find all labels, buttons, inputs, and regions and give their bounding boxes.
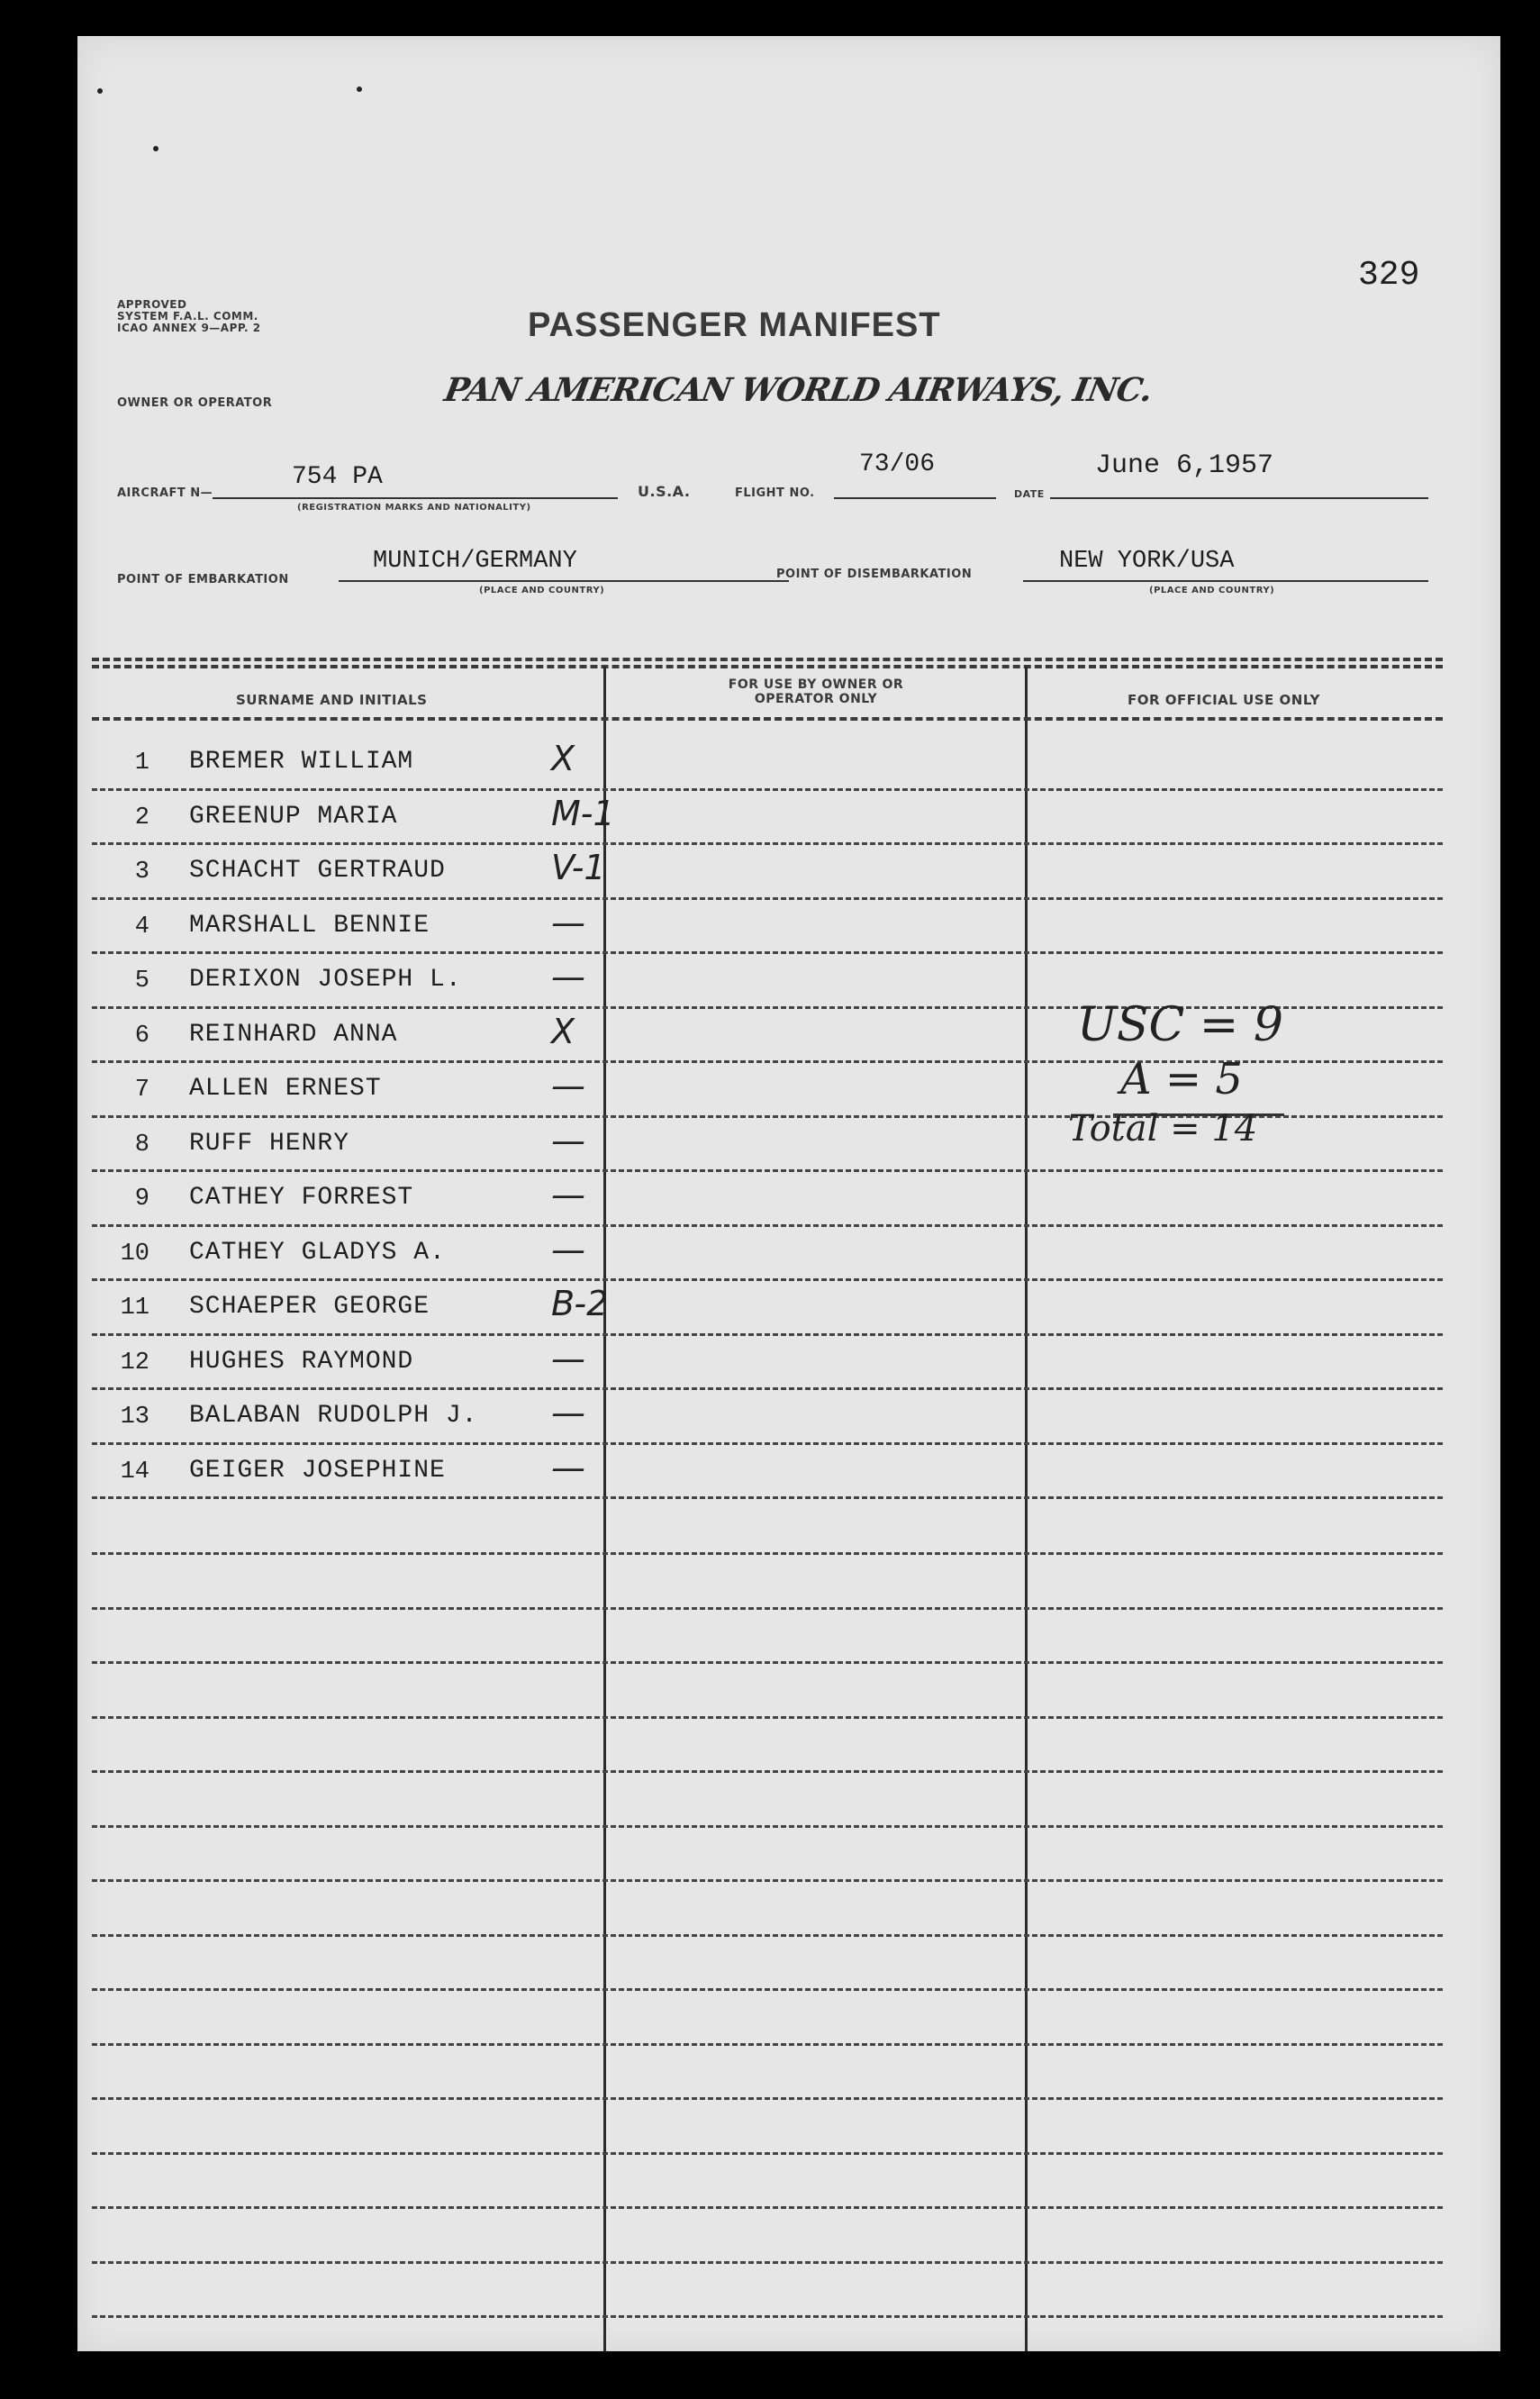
row-number: 10 bbox=[120, 1240, 149, 1268]
blank-row-rule bbox=[92, 1770, 1443, 1773]
row-number: 14 bbox=[120, 1458, 149, 1486]
passenger-name: ALLEN ERNEST bbox=[189, 1075, 382, 1103]
date-value: June 6,1957 bbox=[1095, 450, 1274, 481]
table-top-rule bbox=[92, 658, 1443, 661]
official-note-usc: USC = 9 bbox=[1077, 998, 1283, 1052]
check-mark: — bbox=[551, 1338, 585, 1378]
blank-row-rule bbox=[92, 2043, 1443, 2046]
blank-row-rule bbox=[92, 2315, 1443, 2318]
official-use-column-header: FOR OFFICIAL USE ONLY bbox=[1128, 692, 1320, 708]
header-rule bbox=[92, 717, 1443, 721]
table-top-rule bbox=[92, 665, 1443, 668]
passenger-name: GEIGER JOSEPHINE bbox=[189, 1456, 446, 1485]
blank-row-rule bbox=[92, 1934, 1443, 1937]
row-number: 12 bbox=[120, 1349, 149, 1377]
aircraft-underline bbox=[213, 497, 618, 499]
owner-label: OWNER OR OPERATOR bbox=[117, 396, 273, 410]
row-rule bbox=[92, 1387, 1443, 1390]
check-mark: M-1 bbox=[551, 793, 615, 833]
page-number: 329 bbox=[1358, 256, 1420, 295]
owner-use-column-header: FOR USE BY OWNER OR OPERATOR ONLY bbox=[728, 677, 904, 706]
passenger-name: CATHEY GLADYS A. bbox=[189, 1238, 446, 1267]
passenger-name: SCHACHT GERTRAUD bbox=[189, 857, 446, 885]
check-mark: — bbox=[551, 1066, 585, 1105]
flight-value: 73/06 bbox=[859, 450, 936, 478]
flight-label: FLIGHT NO. bbox=[735, 486, 815, 500]
aircraft-value: 754 PA bbox=[292, 463, 383, 491]
flight-underline bbox=[834, 497, 996, 499]
speck bbox=[357, 86, 362, 92]
approval-line: APPROVED bbox=[117, 298, 187, 311]
row-number: 3 bbox=[134, 859, 149, 886]
passenger-name: GREENUP MARIA bbox=[189, 802, 398, 831]
official-note-a: A = 5 bbox=[1120, 1054, 1243, 1104]
check-mark: — bbox=[551, 902, 585, 942]
check-mark: — bbox=[551, 1120, 585, 1160]
row-rule bbox=[92, 1333, 1443, 1336]
approval-line: SYSTEM F.A.L. COMM. bbox=[117, 310, 258, 323]
embarkation-value: MUNICH/GERMANY bbox=[373, 548, 577, 575]
blank-row-rule bbox=[92, 1552, 1443, 1555]
row-number: 8 bbox=[134, 1131, 149, 1159]
aircraft-label: AIRCRAFT N— bbox=[117, 486, 213, 500]
speck bbox=[97, 88, 103, 94]
embarkation-underline bbox=[339, 580, 789, 582]
disembarkation-caption: (PLACE AND COUNTRY) bbox=[1149, 586, 1275, 595]
passenger-name: CATHEY FORREST bbox=[189, 1184, 414, 1212]
check-mark: V-1 bbox=[551, 848, 606, 887]
names-column-header: SURNAME AND INITIALS bbox=[236, 692, 428, 708]
check-mark: — bbox=[551, 1229, 585, 1269]
row-rule bbox=[92, 1169, 1443, 1172]
speck bbox=[153, 146, 159, 151]
row-number: 13 bbox=[120, 1404, 149, 1431]
row-rule bbox=[92, 1442, 1443, 1445]
row-rule bbox=[92, 897, 1443, 900]
passenger-name: SCHAEPER GEORGE bbox=[189, 1293, 430, 1321]
passenger-name: RUFF HENRY bbox=[189, 1129, 350, 1158]
approval-line: ICAO ANNEX 9—APP. 2 bbox=[117, 322, 261, 334]
row-rule bbox=[92, 1496, 1443, 1499]
blank-row-rule bbox=[92, 1879, 1443, 1882]
blank-row-rule bbox=[92, 2152, 1443, 2155]
passenger-name: BREMER WILLIAM bbox=[189, 748, 414, 776]
check-mark: B-2 bbox=[551, 1284, 609, 1323]
row-number: 5 bbox=[134, 968, 149, 995]
check-mark: — bbox=[551, 1393, 585, 1432]
passenger-name: REINHARD ANNA bbox=[189, 1020, 398, 1049]
disembarkation-underline bbox=[1023, 580, 1428, 582]
row-rule bbox=[92, 842, 1443, 845]
row-rule bbox=[92, 1278, 1443, 1281]
passenger-name: DERIXON JOSEPH L. bbox=[189, 966, 462, 994]
blank-row-rule bbox=[92, 1661, 1443, 1664]
document-title: PASSENGER MANIFEST bbox=[528, 306, 941, 344]
airline-name: PAN AMERICAN WORLD AIRWAYS, INC. bbox=[441, 371, 1155, 409]
row-number: 1 bbox=[134, 750, 149, 777]
date-label: DATE bbox=[1014, 488, 1045, 500]
passenger-name: HUGHES RAYMOND bbox=[189, 1347, 414, 1376]
row-rule bbox=[92, 951, 1443, 954]
row-number: 7 bbox=[134, 1077, 149, 1104]
row-number: 9 bbox=[134, 1186, 149, 1213]
row-rule bbox=[92, 1224, 1443, 1227]
blank-row-rule bbox=[92, 1716, 1443, 1719]
date-underline bbox=[1050, 497, 1428, 499]
embarkation-caption: (PLACE AND COUNTRY) bbox=[479, 586, 605, 595]
check-mark: X bbox=[551, 1011, 575, 1051]
row-number: 2 bbox=[134, 804, 149, 831]
blank-row-rule bbox=[92, 2097, 1443, 2100]
manifest-page bbox=[77, 36, 1500, 2351]
usa-label: U.S.A. bbox=[638, 483, 691, 500]
approval-stamp bbox=[117, 299, 261, 334]
embarkation-label: POINT OF EMBARKATION bbox=[117, 573, 289, 586]
blank-row-rule bbox=[92, 1607, 1443, 1610]
check-mark: X bbox=[551, 739, 575, 778]
row-number: 6 bbox=[134, 1022, 149, 1050]
blank-row-rule bbox=[92, 2261, 1443, 2264]
registration-caption: (REGISTRATION MARKS AND NATIONALITY) bbox=[297, 503, 531, 513]
official-note-total: Total = 14 bbox=[1068, 1108, 1258, 1150]
passenger-name: MARSHALL BENNIE bbox=[189, 911, 430, 940]
row-rule bbox=[92, 788, 1443, 791]
check-mark: — bbox=[551, 1175, 585, 1214]
disembarkation-value: NEW YORK/USA bbox=[1059, 548, 1235, 575]
row-number: 11 bbox=[120, 1295, 149, 1322]
blank-row-rule bbox=[92, 1988, 1443, 1991]
blank-row-rule bbox=[92, 1825, 1443, 1828]
check-mark: — bbox=[551, 957, 585, 996]
blank-row-rule bbox=[92, 2206, 1443, 2209]
check-mark: — bbox=[551, 1447, 585, 1487]
row-number: 4 bbox=[134, 913, 149, 941]
disembarkation-label: POINT OF DISEMBARKATION bbox=[776, 568, 973, 581]
passenger-name: BALABAN RUDOLPH J. bbox=[189, 1402, 478, 1430]
